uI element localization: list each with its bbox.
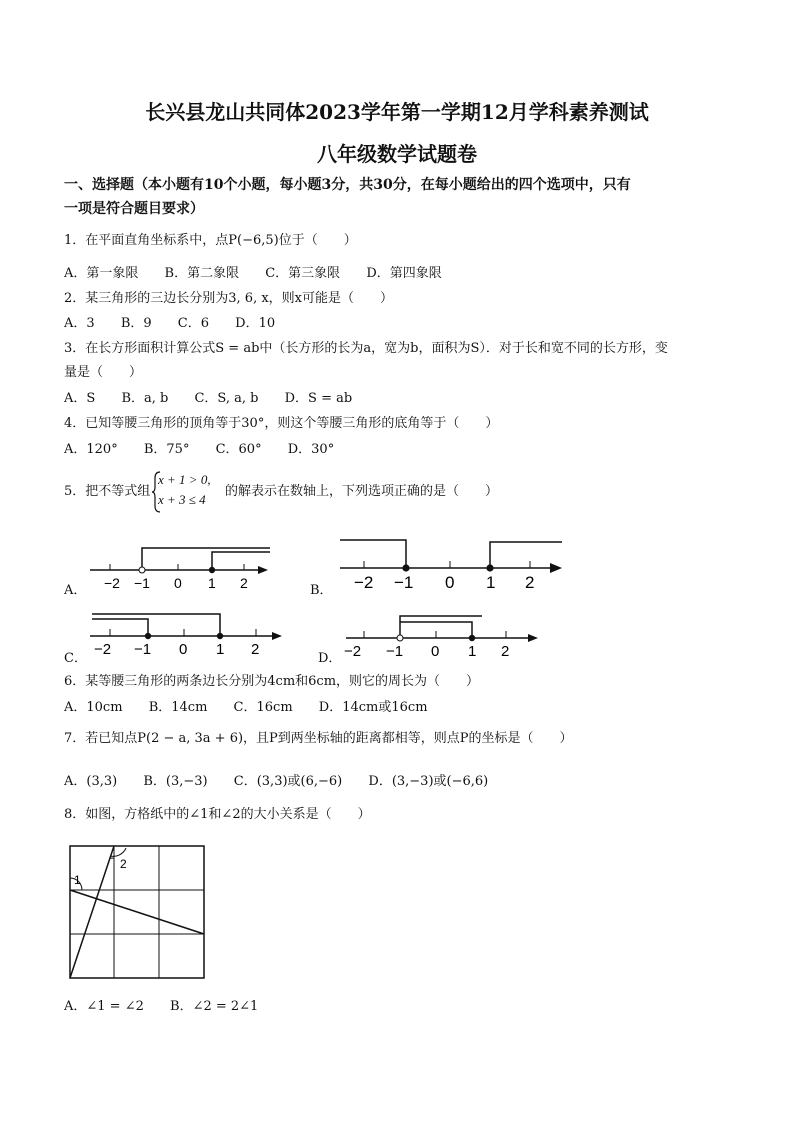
tick-label: −1 [394,573,414,592]
tick-label: −1 [134,575,150,591]
q2-option-a[interactable]: A．3 [64,316,95,331]
q5-number-line-c[interactable] [90,610,286,658]
q5-option-c-label[interactable]: C． [64,651,87,666]
q5-number-line-a[interactable] [90,544,280,590]
q3-option-d[interactable]: D．S = ab [284,391,353,406]
tick-label: 2 [501,643,510,660]
q5-option-a-label[interactable]: A． [64,583,87,598]
q6-option-d[interactable]: D．14cm或16cm [318,700,428,715]
tick-label: 1 [486,573,496,592]
q5-number-line-b[interactable] [340,536,566,590]
q6-option-b[interactable]: B．14cm [148,700,208,715]
q4-stem: 4．已知等腰三角形的顶角等于30°，则这个等腰三角形的底角等于（ ） [64,416,499,431]
q2-options [64,315,297,333]
tick-label: 1 [468,643,477,660]
q6-option-a[interactable]: A．10cm [64,700,123,715]
q7-option-a[interactable]: A．(3,3) [64,774,118,789]
q3-options [64,390,374,408]
tick-label: 0 [174,575,182,591]
tick-label: 0 [445,573,455,592]
q2-option-d[interactable]: D．10 [235,316,276,331]
q1-options [64,265,464,283]
q1-stem: 1．在平面直角坐标系中，点P(−6,5)位于（ ） [64,233,357,248]
q5-system [158,470,211,510]
q5-inequality-2: x + 3 ≤ 4 [158,492,206,507]
angle-1-label: 1 [74,873,81,887]
angle-2-label: 2 [120,857,127,871]
q7-option-c[interactable]: C．(3,3)或(6,−6) [233,774,343,789]
tick-label: −1 [386,643,404,660]
q4-option-b[interactable]: B．75° [143,442,190,457]
q5-option-b-label[interactable]: B． [310,583,333,598]
tick-label: −2 [344,643,362,660]
q5-option-d-label[interactable]: D． [318,651,342,666]
section-heading-line2: 一项是符合题目要求） [64,201,204,217]
tick-label: 2 [525,573,535,592]
q3-option-c[interactable]: C．S, a, b [194,391,259,406]
q8-grid-figure [68,844,208,980]
q7-stem: 7．若已知点P(2 − a, 3a + 6)，且P到两坐标轴的距离都相等，则点P的坐标是（ ） [64,731,573,746]
tick-label: −2 [94,641,112,658]
q5-number-line-d[interactable] [340,610,540,662]
q2-stem: 2．某三角形的三边长分别为3, 6, x，则x可能是（ ） [64,291,394,306]
q7-option-b[interactable]: B．(3,−3) [143,774,208,789]
q1-option-a[interactable]: A．第一象限 [64,266,139,281]
section-heading-line1: 一、选择题（本小题有10个小题，每小题3分，共30分，在每小题给出的四个选项中，只有 [64,177,631,193]
q3-stem-line2: 量是（ ） [64,365,143,380]
tick-label: −2 [104,575,120,591]
q8-option-a[interactable]: A．∠1 = ∠2 [64,999,144,1014]
q8-option-b[interactable]: B．∠2 = 2∠1 [170,999,259,1014]
tick-label: −1 [134,641,152,658]
q5-stem-prefix: 5．把不等式组 [64,484,151,499]
q1-option-c[interactable]: C．第三象限 [265,266,341,281]
tick-label: 1 [216,641,225,658]
q6-options [64,699,450,717]
q2-option-b[interactable]: B．9 [120,316,152,331]
tick-label: 0 [179,641,188,658]
q7-option-d[interactable]: D．(3,−3)或(−6,6) [368,774,489,789]
exam-subtitle: 八年级数学试题卷 [317,142,477,166]
tick-label: 0 [431,643,440,660]
q3-option-b[interactable]: B．a, b [121,391,169,406]
q1-option-b[interactable]: B．第二象限 [164,266,240,281]
q2-option-c[interactable]: C．6 [177,316,209,331]
q3-option-a[interactable]: A．S [64,391,96,406]
q3-stem-line1: 3．在长方形面积计算公式S = ab中（长方形的长为a，宽为b，面积为S）．对于长和宽不同的长方形，变 [64,341,668,356]
q6-option-c[interactable]: C．16cm [233,700,293,715]
q5-inequality-1: x + 1 > 0, [158,472,211,487]
q5-stem-suffix: 的解表示在数轴上，下列选项正确的是（ ） [225,484,499,499]
q7-options [64,773,510,791]
q8-stem: 8．如图，方格纸中的∠1和∠2的大小关系是（ ） [64,807,371,822]
tick-label: 1 [208,575,216,591]
q4-option-c[interactable]: C．60° [215,442,262,457]
q8-options [64,998,280,1016]
tick-label: 2 [240,575,248,591]
tick-label: 2 [251,641,260,658]
q4-option-a[interactable]: A．120° [64,442,118,457]
tick-label: −2 [354,573,374,592]
q4-option-d[interactable]: D．30° [287,442,335,457]
q4-options [64,441,356,459]
q6-stem: 6．某等腰三角形的两条边长分别为4cm和6cm，则它的周长为（ ） [64,674,480,689]
exam-title: 长兴县龙山共同体2023学年第一学期12月学科素养测试 [145,100,649,124]
q1-option-d[interactable]: D．第四象限 [366,266,442,281]
